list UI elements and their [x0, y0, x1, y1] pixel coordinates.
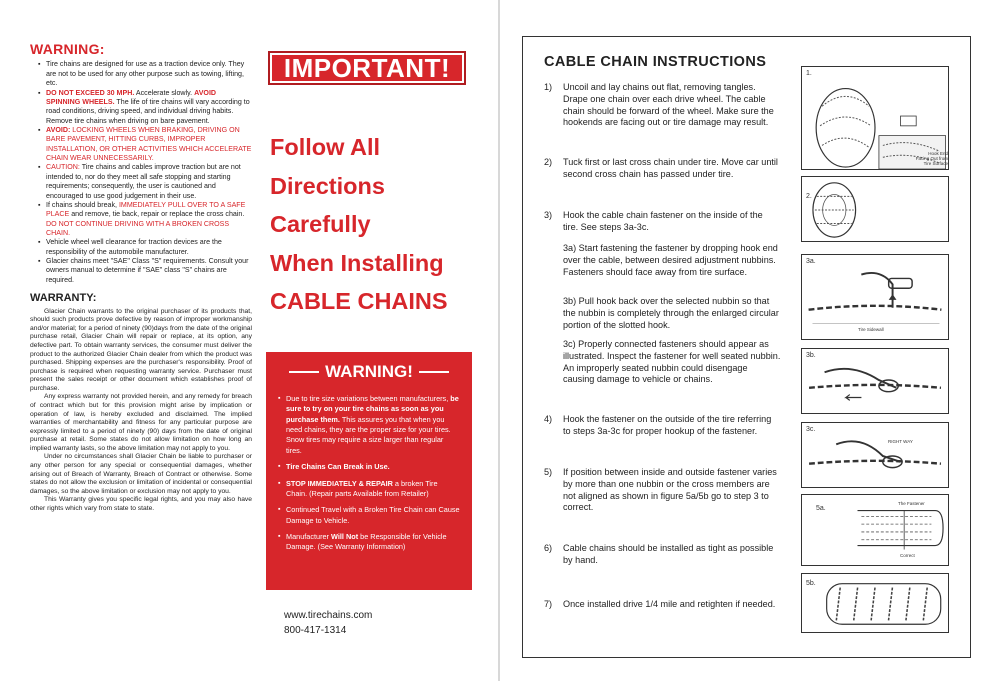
- warning-box-title: [278, 362, 460, 382]
- warranty-paragraph: Under no circumstances shall Glacier Chain be liable to purchaser or any other person for any special or consequential damages, whether arising out of Breach of Warranty, Breach of Contract or otherwise. Some states do not allow the exclusion or limitation of incidental or consequential damages, so the above limitation or exclusion may not apply to you.: [30, 453, 252, 495]
- page-fold: [498, 0, 500, 681]
- substep-3c: 3c) Properly connected fasteners should appear as illustrated. Inspect the fastener for well seated nubbin. An improperly seated nubbin could disengage causing damage to vehicle or chains.: [563, 339, 781, 385]
- warning-list: [30, 60, 252, 285]
- list-item: [278, 505, 460, 526]
- figure-label: 5a.: [816, 505, 826, 512]
- text-run: Continued Travel with a Broken Tire Chain can Cause Damage to Vehicle.: [286, 505, 460, 525]
- instructions-title: CABLE CHAIN INSTRUCTIONS: [544, 54, 767, 70]
- list-item: [38, 60, 252, 88]
- warning-box-title-text: WARNING!: [325, 362, 413, 381]
- text-run: DO NOT EXCEED 30 MPH.: [46, 88, 135, 97]
- step-number: 1): [544, 82, 553, 92]
- step-number: 6): [544, 543, 553, 553]
- warranty-paragraph: Glacier Chain warrants to the original purchaser of its products that, should such products prove defective by reason of improper workmanship and/or material; for a period of ninety (90)days from the date of the original purchase retail, Glacier Chain will repair or replace, at its option, any defective part. To obtain warranty services, the consumer must deliver the product to the authorized Glacier Chain dealer from which the product was purchased. Shipping expenses are the purchaser's responsibility. Proof of purchase is required when requesting warranty service. Purchaser must present the sales receipt or other document which establishes proof of purchase.: [30, 307, 252, 392]
- figure-note: Hook End Facing Out from Tire Surface: [915, 151, 948, 166]
- step-text: If position between inside and outside fastener varies by more than one nubbin or the cross members are not aligned as shown in figure 5a/5b go to step 3 to correct.: [563, 467, 777, 513]
- text-run: AVOID:: [46, 125, 71, 134]
- step-text: Tuck first or last cross chain under tire. Move car until second cross chain has passed under tire.: [563, 157, 778, 179]
- follow-line: Carefully: [270, 211, 371, 237]
- text-run: Glacier chains meet "SAE" Class "S" requirements. Consult your owners manual to determine if "SAE" class "S" chains are required.: [46, 257, 249, 284]
- text-run: The life of tire chains will vary according to road conditions, driving speed, and individual driving habits. Remove tire chains when driving on bare pavement.: [46, 97, 250, 125]
- figure-2: [801, 176, 949, 242]
- title-dash-left: [289, 371, 319, 373]
- tire-tread-chain-illustration: [802, 574, 948, 632]
- figure-5b: [801, 573, 949, 633]
- step-3: [544, 210, 780, 234]
- text-run: IMMEDIATELY PULL OVER TO A SAFE PLACE: [46, 200, 246, 219]
- fastener-pull-back-illustration: [802, 349, 948, 413]
- text-run: and remove, tie back, repair or replace the cross chain.: [69, 210, 245, 219]
- tire-cross-chain-illustration: [802, 177, 948, 241]
- figure-label: 3c.: [806, 426, 816, 433]
- figure-label: 3b.: [806, 352, 816, 359]
- step-text: Uncoil and lay chains out flat, removing tangles. Drape one chain over each drive wheel. The cable chain should be forward of the wheel. Make sure the hookends are facing out or tire damage may result.: [563, 82, 774, 128]
- step-text: Hook the cable chain fastener on the inside of the tire. See steps 3a-3c.: [563, 210, 763, 232]
- list-item: [38, 89, 252, 126]
- figure-note: The Fastener: [898, 501, 925, 506]
- text-run: This assures you that when you need chains, they are the proper size for your tires. Snow tires may require a size larger than regular tires.: [286, 414, 451, 455]
- list-item: [38, 163, 252, 200]
- warning-heading: WARNING:: [30, 41, 105, 57]
- figure-label: 5b.: [806, 580, 816, 587]
- title-dash-right: [419, 371, 449, 373]
- figure-3a: [801, 254, 949, 340]
- list-item: [38, 201, 252, 238]
- text-run: DO NOT CONTINUE DRIVING WITH A BROKEN CROSS CHAIN.: [46, 219, 230, 237]
- step-number: 2): [544, 157, 553, 167]
- step-6: [544, 543, 780, 567]
- step-text: Once installed drive 1/4 mile and retighten if needed.: [563, 599, 776, 609]
- warranty-text: [30, 308, 252, 514]
- text-run: a broken Tire Chain. (Repair parts Available from Retailer): [286, 478, 438, 498]
- text-run: STOP IMMEDIATELY & REPAIR: [286, 478, 393, 488]
- follow-line: When Installing: [270, 249, 444, 276]
- text-run: Tire Chains Can Break in Use.: [286, 462, 390, 472]
- step-4: [544, 414, 780, 438]
- figure-1: [801, 66, 949, 170]
- follow-line: CABLE CHAINS: [270, 288, 448, 314]
- warning-box-list: [278, 394, 460, 553]
- text-run: Will Not: [331, 531, 359, 541]
- step-text: Hook the fastener on the outside of the tire referring to steps 3a-3c for proper hookup of the fastener.: [563, 414, 772, 436]
- list-item: [38, 257, 252, 285]
- follow-directions-heading: [270, 128, 495, 321]
- substep-3b: 3b) Pull hook back over the selected nubbin so that the nubbin is completely through the enlarged circular portion of the slotted hook.: [563, 296, 779, 330]
- list-item: [278, 479, 460, 500]
- text-run: LOCKING WHEELS WHEN BRAKING, DRIVING ON BARE PAVEMENT, HITTING CURBS, IMPROPER INSTALLATION, OR OTHER ACTIVITIES WHICH ACCELERATE CHAIN WEAR UNNECESSARILY.: [46, 125, 252, 163]
- contact-info: [284, 608, 372, 638]
- figure-3c: [801, 422, 949, 488]
- figure-note: RIGHT WAY: [888, 439, 913, 444]
- list-item: [38, 126, 252, 163]
- warranty-paragraph: This Warranty gives you specific legal rights, and you may also have other rights which vary from state to state.: [30, 496, 252, 512]
- list-item: [278, 532, 460, 553]
- text-run: Accelerate slowly.: [134, 88, 195, 97]
- step-number: 5): [544, 467, 553, 477]
- step-number: 3): [544, 210, 553, 220]
- step-number: 4): [544, 414, 553, 424]
- follow-line: Directions: [270, 172, 385, 199]
- important-banner: IMPORTANT!: [268, 51, 466, 85]
- step-2: [544, 157, 780, 181]
- website-link[interactable]: www.tirechains.com: [284, 610, 373, 621]
- left-column: [30, 40, 252, 513]
- figure-note-2: Correct: [900, 553, 915, 558]
- step-5: [544, 467, 780, 514]
- step-7: [544, 599, 780, 611]
- figure-3b: [801, 348, 949, 414]
- figure-note: Tire Sidewall: [858, 327, 884, 332]
- text-run: CAUTION:: [46, 163, 80, 172]
- warranty-heading: WARRANTY:: [30, 292, 97, 305]
- figure-5a: [801, 494, 949, 566]
- phone-number: 800-417-1314: [284, 625, 347, 636]
- fastener-connected-illustration: [802, 423, 948, 487]
- text-run: AVOID SPINNING WHEELS.: [46, 88, 217, 106]
- list-item: [278, 394, 460, 456]
- figure-label: 1.: [806, 70, 812, 77]
- substep-3a: 3a) Start fastening the fastener by dropping hook end over the cable, between desired adjustment nubbins. Fasteners should face away from tire surface.: [563, 243, 778, 277]
- text-run: Tire chains and cables improve traction but are not intended to, nor do they meet all safe stopping and starting requirements; consequently, the user is cautioned and encouraged to use good judgement in their use.: [46, 163, 241, 200]
- figure-label: 3a.: [806, 258, 816, 265]
- text-run: Tire chains are designed for use as a traction device only. They are not to be used for any other purpose such as towing, lifting, etc.: [46, 60, 245, 88]
- warning-box: [266, 352, 472, 590]
- text-run: be sure to try on your tire chains as soon as you purchase them.: [286, 394, 459, 424]
- warranty-paragraph: Any express warranty not provided herein, and any remedy for breach of contract which but for this provision might arise by implication or operation of law, is hereby excluded and disclaimed. The implied warranties of merchantability and fitness for any particular purpose are expressly limited to a period of ninety (90) days from the date of original purchase at retail. Some states do not allow limitation on how long an implied warranty lasts, so the above limitation may not apply to you.: [30, 393, 252, 452]
- step-1: [544, 82, 780, 129]
- text-run: If chains should break,: [46, 200, 119, 209]
- text-run: Due to tire size variations between manufacturers,: [286, 394, 451, 403]
- step-text: Cable chains should be installed as tight as possible by hand.: [563, 543, 774, 565]
- figure-label: 2.: [806, 193, 812, 200]
- step-number: 7): [544, 599, 553, 609]
- list-item: [38, 238, 252, 257]
- list-item: [278, 462, 460, 472]
- text-run: Vehicle wheel well clearance for traction devices are the responsibility of the automobile manufacturer.: [46, 238, 222, 256]
- text-run: be Responsible for Vehicle Damage. (See Warranty Information): [286, 531, 447, 552]
- follow-line: Follow All: [270, 134, 381, 160]
- text-run: Manufacturer: [286, 531, 332, 541]
